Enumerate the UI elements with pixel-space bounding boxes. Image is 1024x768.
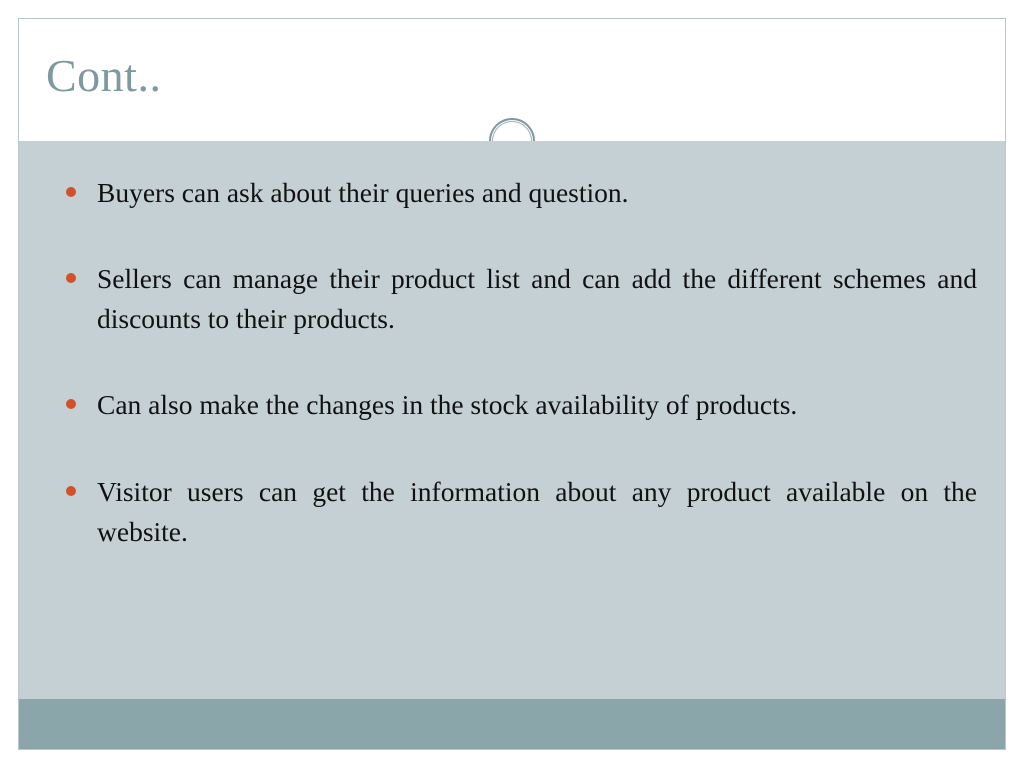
list-item: [47, 173, 977, 213]
bullet-text: Sellers can manage their product list and can add the different schemes and discounts to their products.: [97, 263, 977, 335]
page-title: Cont..: [46, 50, 162, 101]
footer-band: [19, 699, 1005, 749]
bullet-text: Visitor users can get the information about any product available on the website.: [97, 475, 977, 547]
bullet-dot-icon: [66, 273, 76, 283]
list-item: [47, 472, 977, 552]
bullet-dot-icon: [66, 486, 76, 496]
list-item: [47, 259, 977, 339]
bullet-dot-icon: [66, 399, 76, 409]
bullet-list: [47, 173, 977, 552]
presentation-slide: [18, 18, 1006, 750]
bullet-text: Can also make the changes in the stock availability of products.: [97, 389, 798, 421]
slide-body: [19, 141, 1005, 721]
bullet-dot-icon: [66, 187, 76, 197]
bullet-text: Buyers can ask about their queries and question.: [97, 177, 629, 208]
list-item: [47, 385, 977, 425]
